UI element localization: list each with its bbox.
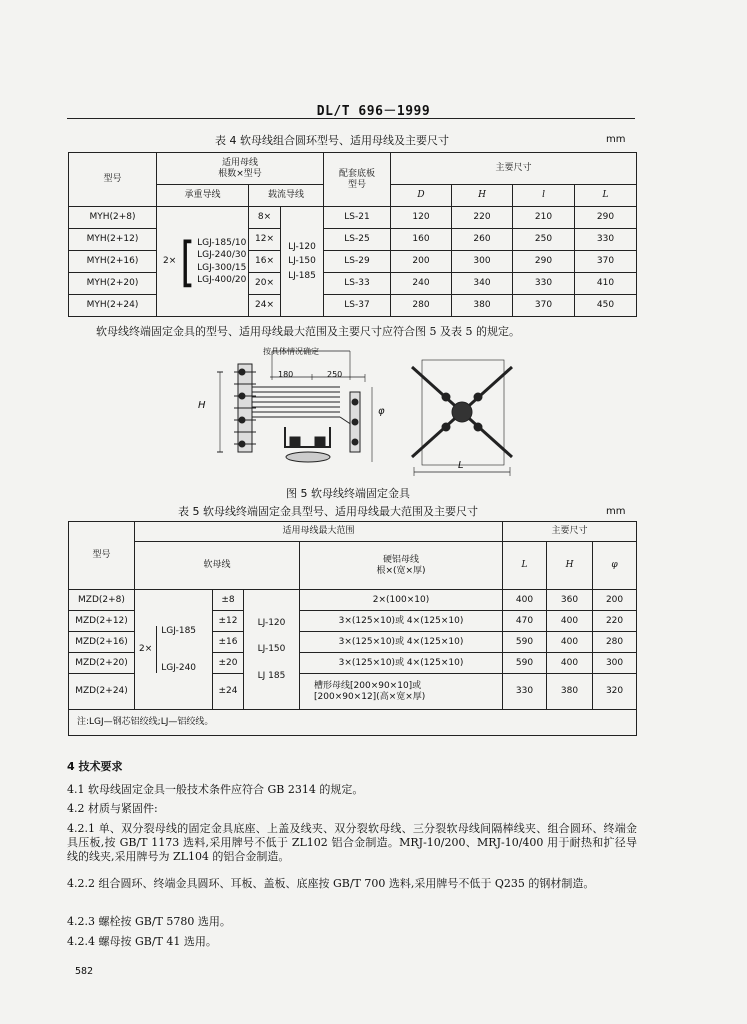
table4-row-model: MYH(2+24) [69,295,157,317]
table4-header-bus-line2: 根数×型号 [218,168,262,179]
table4-unit: mm [606,134,626,145]
table5-row-phi: 320 [593,674,637,710]
table4-row-l: 210 [513,207,575,229]
table5-row-hard [300,674,503,710]
table4-row-plate: LS-33 [324,273,391,295]
table5-header-range: 适用母线最大范围 [135,522,503,542]
table5-row-L: 400 [503,590,547,611]
figure5-dim-250: 250 [327,370,343,379]
table5-header-hard-line1: 硬铝母线 [383,555,420,566]
table5-header-soft: 软母线 [135,542,300,590]
table5-row-L: 470 [503,611,547,632]
table5-lj-item: LJ-150 [257,644,286,655]
table4-row-plate: LS-25 [324,229,391,251]
table5 [68,521,637,736]
table5-row-H: 400 [547,632,593,653]
table5-note: 注:LGJ—钢芯铝绞线;LJ—铝绞线。 [69,710,637,736]
table5-col-L: L [503,542,547,590]
figure5-side-view [217,351,372,462]
table4-col-D: D [391,185,452,207]
table5-row-tol: ±24 [213,674,244,710]
table4-row-D: 280 [391,295,452,317]
figure5-drawing [190,342,530,482]
table5-row-hard-line1: 槽形母线[200×90×10]或 [314,681,422,692]
table5-row-phi: 300 [593,653,637,674]
table5-col-phi: φ [593,542,637,590]
table5-row-model: MZD(2+8) [69,590,135,611]
table4-row-count: 24× [249,295,281,317]
table4-bear-item: LGJ-185/10 [197,237,247,248]
table4-row-H: 260 [452,229,513,251]
table5-row-hard: 3×(125×10)或 4×(125×10) [300,653,503,674]
table5-row-L: 330 [503,674,547,710]
table4-mult: 2× [163,256,177,267]
table5-lj-cell [244,590,300,710]
page-header-code: DL/T 696－1999 [316,104,431,119]
figure5-dim-180: 180 [278,370,294,379]
table5-row-model: MZD(2+12) [69,611,135,632]
table4-row-H: 380 [452,295,513,317]
figure5-top-label: 按具体情况确定 [263,347,319,356]
para-4-2-1: 4.2.1 单、双分裂母线的固定金具底座、上盖及线夹、双分裂软母线、三分裂软母线间隔棒线夹、组合圆环、终端金具压板,按 GB/T 1173 选料,采用牌号不低于 ZL102 铝合金制造。MRJ-10/200、MRJ-10/400 用于耐热和扩径导线的线夹,采用牌号为 ZL104 的铝合金制造。 [67,822,637,863]
table5-header-hard [300,542,503,590]
table5-row-hard: 3×(125×10)或 4×(125×10) [300,632,503,653]
table5-row-phi: 220 [593,611,637,632]
table5-caption: 表 5 软母线终端固定金具型号、适用母线最大范围及主要尺寸 [178,505,478,518]
table4-load-item: LJ-150 [288,256,316,267]
table4-row-D: 240 [391,273,452,295]
figure5-label-H: H [198,400,206,411]
figure5-caption: 图 5 软母线终端固定金具 [286,487,410,500]
table4-row-L: 410 [575,273,637,295]
table5-lj-item: LJ 185 [257,670,286,681]
table5-row-L: 590 [503,632,547,653]
table4-header-dims: 主要尺寸 [391,153,637,185]
table4-row-D: 160 [391,229,452,251]
table5-row-hard-line2: [200×90×12](高×宽×厚) [314,691,426,702]
table5-row-hard: 2×(100×10) [300,590,503,611]
table4-bear-item: LGJ-300/15 [197,262,247,273]
table4-row-L: 450 [575,295,637,317]
table4-bear-cell [157,207,249,317]
table4-load-item: LJ-185 [288,270,316,281]
table4-row-plate: LS-37 [324,295,391,317]
table4-load-cell [281,207,324,317]
table4-row-H: 340 [452,273,513,295]
table5-row-phi: 200 [593,590,637,611]
table5-header-dims: 主要尺寸 [503,522,637,542]
page-number: 582 [75,966,94,977]
table4-row-model: MYH(2+20) [69,273,157,295]
table4-row-H: 220 [452,207,513,229]
table4-col-H: H [452,185,513,207]
table4-header-bus-line1: 适用母线 [222,158,259,169]
table4-header-load: 载流导线 [249,185,324,207]
table4-header-bear: 承重导线 [157,185,249,207]
table5-row-L: 590 [503,653,547,674]
table5-row-tol: ±20 [213,653,244,674]
table4-caption: 表 4 软母线组合圆环型号、适用母线及主要尺寸 [215,134,449,147]
table4-row-model: MYH(2+8) [69,207,157,229]
table5-unit: mm [606,506,626,517]
table4-header-bus [157,153,324,185]
table5-row-model: MZD(2+20) [69,653,135,674]
table5-row-hard: 3×(125×10)或 4×(125×10) [300,611,503,632]
brace-icon: [ [180,230,196,293]
table4-header-plate-line2: 型号 [348,179,367,190]
table4-row-count: 16× [249,251,281,273]
para-4-2-3: 4.2.3 螺栓按 GB/T 5780 选用。 [67,915,231,928]
table4-row-l: 290 [513,251,575,273]
table5-row-model: MZD(2+16) [69,632,135,653]
table5-lgj-b: LGJ-240 [161,662,197,673]
table4-row-plate: LS-29 [324,251,391,273]
section4-title: 4 技术要求 [67,760,123,773]
table4-bear-item: LGJ-240/30 [197,250,247,261]
table5-row-H: 360 [547,590,593,611]
table4-row-plate: LS-21 [324,207,391,229]
table4-row-l: 370 [513,295,575,317]
table4-row-L: 370 [575,251,637,273]
table4-row-l: 330 [513,273,575,295]
table4-row-model: MYH(2+16) [69,251,157,273]
table4-row-count: 8× [249,207,281,229]
table5-row-tol: ±16 [213,632,244,653]
table4-row-L: 330 [575,229,637,251]
intro-fig5: 软母线终端固定金具的型号、适用母线最大范围及主要尺寸应符合图 5 及表 5 的规定。 [96,325,520,338]
table4-row-H: 300 [452,251,513,273]
table4-header-plate [324,153,391,207]
table5-row-H: 380 [547,674,593,710]
table4-header-model: 型号 [69,153,157,207]
table5-col-H: H [547,542,593,590]
table5-row-H: 400 [547,653,593,674]
table4-bear-item: LGJ-400/20 [197,274,247,285]
table5-header-hard-line2: 根×(宽×厚) [376,565,426,576]
table5-lj-item: LJ-120 [257,617,286,628]
figure5-front-view [412,360,512,476]
table4-row-l: 250 [513,229,575,251]
table5-mult: 2× [139,644,153,655]
para-4-2-4: 4.2.4 螺母按 GB/T 41 选用。 [67,935,217,948]
table5-row-tol: ±12 [213,611,244,632]
table4-load-item: LJ-120 [288,241,316,252]
table5-lgj-a: LGJ-185 [161,626,197,637]
table5-row-tol: ±8 [213,590,244,611]
table4-row-L: 290 [575,207,637,229]
para-4-1: 4.1 软母线固定金具一般技术条件应符合 GB 2314 的规定。 [67,783,364,796]
para-4-2-2: 4.2.2 组合圆环、终端金具圆环、耳板、盖板、底座按 GB/T 700 选料,采用牌号不低于 Q235 的钢材制造。 [67,877,595,890]
table4-row-count: 20× [249,273,281,295]
para-4-2: 4.2 材质与紧固件: [67,802,158,815]
table4-row-model: MYH(2+12) [69,229,157,251]
table5-row-phi: 280 [593,632,637,653]
table5-header-model: 型号 [69,522,135,590]
header-rule [67,118,635,119]
table4-col-L: L [575,185,637,207]
table4-col-l: l [513,185,575,207]
figure5-label-L: L [458,460,464,471]
table5-row-H: 400 [547,611,593,632]
table5-row-model: MZD(2+24) [69,674,135,710]
table4-row-D: 120 [391,207,452,229]
table4-header-plate-line1: 配套底板 [339,169,376,180]
table4-row-D: 200 [391,251,452,273]
table4 [68,152,637,317]
table4-row-count: 12× [249,229,281,251]
table5-soft-cell [135,590,213,710]
figure5-label-phi: φ [378,406,385,417]
